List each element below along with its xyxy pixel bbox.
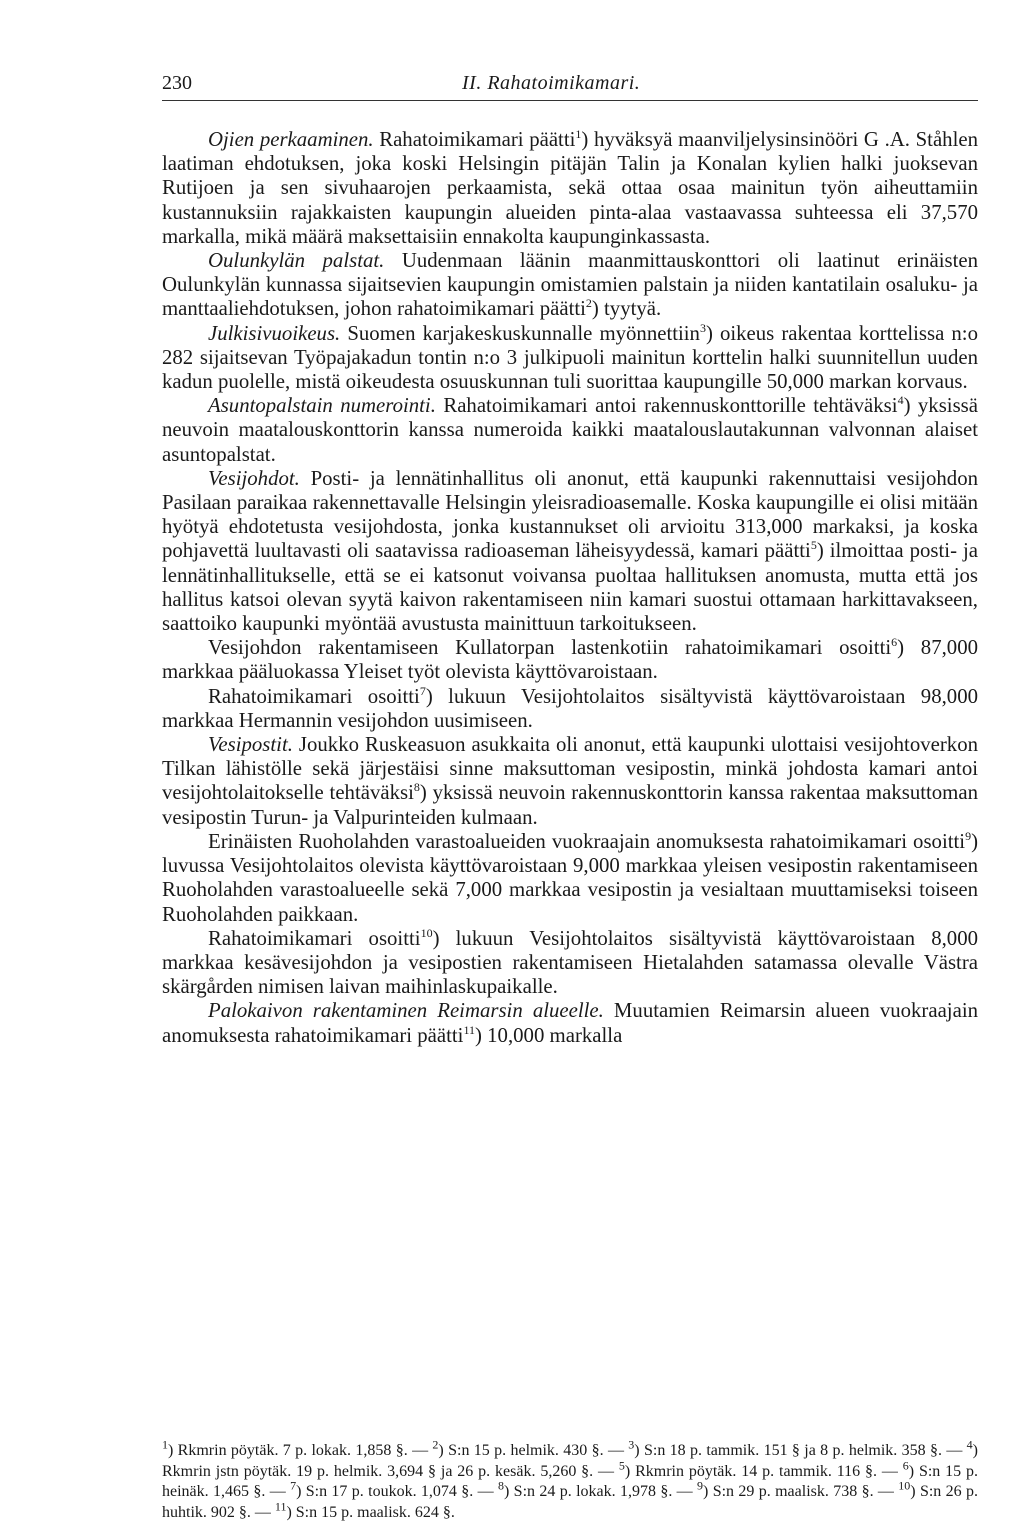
footnote: [628, 1437, 967, 1459]
paragraph-text: ) lukuun Vesijohtolaitos sisältyvistä käyttövaroistaan 98,000 markkaa Hermannin vesijohdon uusimiseen.: [162, 684, 978, 732]
paragraph-text: ) hyväksyä maanviljelysinsinööri G .A. Ståhlen laatiman ehdotuksen, joka koski Helsingin pitäjän Talin ja Konalan kylien halki juoksevan Rutijoen ja sen sivuhaarojen perkaamista, sekä ottaa osaa mainitun työn aiheuttamiin kustannuksiin rajakkaisten kaupungin alueiden pinta-alaa vastaavassa suhteessa eli 37,570 markalla, mikä määrä maksettaisiin ennakolta kaupunginkassasta.: [162, 128, 978, 248]
paragraph-text: Rahatoimikamari osoitti: [208, 926, 421, 950]
running-title: II. Rahatoimikamari.: [462, 72, 641, 94]
paragraph-heading: Ojien perkaaminen.: [208, 128, 374, 151]
paragraph-heading: Oulunkylän palstat.: [208, 249, 385, 273]
footnote-ref: 4: [897, 393, 904, 408]
paragraph-heading: Asuntopalstain numerointi.: [208, 394, 436, 418]
footnote: [162, 1437, 433, 1459]
footnote-mark: 2: [432, 1437, 439, 1452]
footnote-ref: 10: [420, 925, 433, 940]
paragraph: [162, 394, 978, 467]
footnote: [618, 1458, 903, 1480]
footnote-mark: 10: [898, 1478, 911, 1493]
paragraph-text: ) yksissä neuvoin rakennuskonttorin kanssa rakentaa maksuttoman vesipostin Turun- ja Valpurinteiden kulmaan.: [162, 781, 978, 829]
footnote-mark: 3: [628, 1437, 635, 1452]
footnote-ref: 6: [891, 635, 898, 650]
footnote-text: ) S:n 29 p. maalisk. 738 §. —: [703, 1483, 899, 1500]
paragraph: [162, 128, 978, 249]
footnote-text: ) S:n 15 p. maalisk. 624 §.: [286, 1503, 455, 1521]
paragraph-text: ) 10,000 markalla: [475, 1023, 623, 1047]
footnote-mark: 11: [274, 1499, 287, 1514]
paragraph-text: Vesijohdon rakentamiseen Kullatorpan lastenkotiin rahatoimikamari osoitti: [208, 636, 892, 660]
paragraph: [162, 999, 978, 1047]
page-number: 230: [162, 72, 192, 94]
page-header: [162, 70, 978, 96]
footnote: [432, 1437, 629, 1459]
footnote-ref: 9: [965, 828, 972, 843]
footnote-mark: 9: [697, 1478, 704, 1493]
footnote-mark: 6: [902, 1458, 909, 1473]
paragraph-text: ) tyytyä.: [591, 297, 662, 321]
paragraph: [162, 685, 978, 733]
footnote-ref: 5: [810, 538, 817, 553]
footnote-text: ) S:n 17 p. toukok. 1,074 §. —: [296, 1483, 498, 1500]
paragraph: [162, 467, 978, 636]
footnote-text: ) S:n 24 p. lokak. 1,978 §. —: [504, 1483, 698, 1500]
footnote-mark: 8: [498, 1478, 504, 1493]
footnote-text: ) Rkmrin pöytäk. 14 p. tammik. 116 §. —: [624, 1462, 903, 1480]
paragraph-text: Uudenmaan läänin maanmittauskonttori oli laatinut erinäisten Oulunkylän kunnassa sijaitsevien kaupungin omistamien palstain ja niiden kantatilain osaluku- ja manttaaliehdotuksen, johon rahatoimikamari päätti: [162, 249, 978, 321]
body-text: [162, 128, 978, 1048]
footnote-ref: 3: [699, 320, 706, 335]
footnote-ref: 8: [413, 780, 420, 795]
footnote-ref: 1: [575, 127, 582, 142]
paragraph-text: ) yksissä neuvoin maatalouskonttorin kanssa numeroida kaikki maatalouslautakunnan valvonnan alaiset asuntopalstat.: [162, 394, 978, 466]
footnote-mark: 5: [618, 1458, 625, 1473]
footnote-ref: 11: [463, 1022, 476, 1037]
paragraph: [162, 733, 978, 830]
footnote-mark: 7: [290, 1478, 297, 1493]
paragraph: [162, 927, 978, 1000]
footnote: [274, 1499, 455, 1521]
paragraph-text: Muutamien Reimarsin alueen vuokraajain anomuksesta rahatoimikamari päätti: [162, 999, 978, 1047]
footnote-text: ) S:n 15 p. heinäk. 1,465 §. —: [162, 1462, 979, 1500]
paragraph-heading: Vesipostit.: [208, 733, 293, 757]
footnote-text: ) Rkmrin jstn pöytäk. 19 p. helmik. 3,694 § ja 26 p. kesäk. 5,260 §. —: [162, 1442, 978, 1480]
paragraph-heading: Julkisivuoikeus.: [208, 321, 341, 345]
footnote: [498, 1478, 698, 1500]
paragraph: [162, 830, 978, 927]
paragraph-text: Erinäisten Ruoholahden varastoalueiden vuokraajain anomuksesta rahatoimikamari osoitti: [208, 829, 966, 853]
paragraph-text: ) ilmoittaa posti- ja lennätinhallitukselle, että se ei katsonut voivansa puoltaa hallituksen anomusta, mutta että jos hallitus katsoi olevan syytä kaivon rakentamiseen niin kamari suostui ottamaan harkittavakseen, saattoiko kaupunki myöntää avustusta mainittuun tarkoitukseen.: [162, 539, 978, 636]
paragraph-text: Posti- ja lennätinhallitus oli anonut, että kaupunki rakennuttaisi vesijohdon Pasilaan paraikaa rakennettavalle Helsingin yleisradioasemalle. Koska kaupungille ei olisi mitään hyötyä ehdotetusta vesijohdosta, jonka kustannukset oli arvioitu 313,000 markaksi, ja koska pohjavettä luultavasti oli saatavissa radioaseman läheisyydessä, kamari päätti: [162, 466, 978, 563]
paragraph-text: Rahatoimikamari päätti: [373, 128, 576, 151]
paragraph-text: Rahatoimikamari osoitti: [208, 684, 420, 708]
paragraph-text: ) luvussa Vesijohtolaitos olevista käyttövaroistaan 9,000 markkaa yleisen vesipostin rakentamiseen Ruoholahden varastoalueelle sekä 7,000 markkaa vesipostin ja vesialtaan muuttamiseksi toiseen Ruoholahden paikkaan.: [162, 829, 978, 926]
paragraph: [162, 322, 978, 395]
paragraph-heading: Palokaivon rakentaminen Reimarsin alueelle.: [208, 999, 604, 1023]
footnote-text: ) S:n 26 p. huhtik. 902 §. —: [162, 1483, 979, 1521]
paragraph-text: Suomen karjakeskuskunnalle myönnettiin: [340, 321, 700, 345]
footnotes: [162, 1437, 979, 1523]
footnote-mark: 1: [162, 1437, 168, 1452]
footnote-text: ) S:n 15 p. helmik. 430 §. —: [438, 1442, 629, 1459]
paragraph-text: Joukko Ruskeasuon asukkaita oli anonut, että kaupunki ulottaisi vesijohtoverkon Tilkan lähistölle sekä järjestäisi sinne maksuttoman vesipostin, minkä johdosta kamari antoi vesijohtolaitokselle tehtäväksi: [162, 733, 978, 805]
footnote: [697, 1478, 899, 1500]
paragraph-text: Rahatoimikamari antoi rakennuskonttorille tehtäväksi: [435, 394, 898, 418]
footnote-ref: 2: [585, 296, 592, 311]
paragraph-text: ) oikeus rakentaa korttelissa n:o 282 sijaitsevan Työpajakadun tontin n:o 3 julkipuoli mainitun korttelin halki suunnitellun uuden kadun puolelle, mistä oikeudesta osuuskunnan tuli suorittaa kaupungille 50,000 markan korvaus.: [162, 321, 978, 394]
footnote-text: ) S:n 18 p. tammik. 151 § ja 8 p. helmik. 358 §. —: [634, 1442, 967, 1459]
header-rule: [162, 100, 978, 101]
paragraph-text: ) 87,000 markkaa pääluokassa Yleiset työt olevista käyttövaroistaan.: [162, 636, 978, 684]
paragraph: [162, 636, 978, 684]
paragraph: [162, 249, 978, 322]
paragraph-text: ) lukuun Vesijohtolaitos sisältyvistä käyttövaroistaan 8,000 markkaa kesävesijohdon ja vesipostien rakentamiseen Hietalahden satamassa olevalle Västra skärgården nimisen laivan maihinlaskupaikalle.: [162, 926, 978, 999]
footnote: [290, 1478, 498, 1500]
footnote-ref: 7: [419, 683, 426, 698]
footnote-mark: 4: [966, 1437, 973, 1452]
footnote-text: ) Rkmrin pöytäk. 7 p. lokak. 1,858 §. —: [168, 1442, 433, 1459]
paragraph-heading: Vesijohdot.: [208, 466, 300, 490]
